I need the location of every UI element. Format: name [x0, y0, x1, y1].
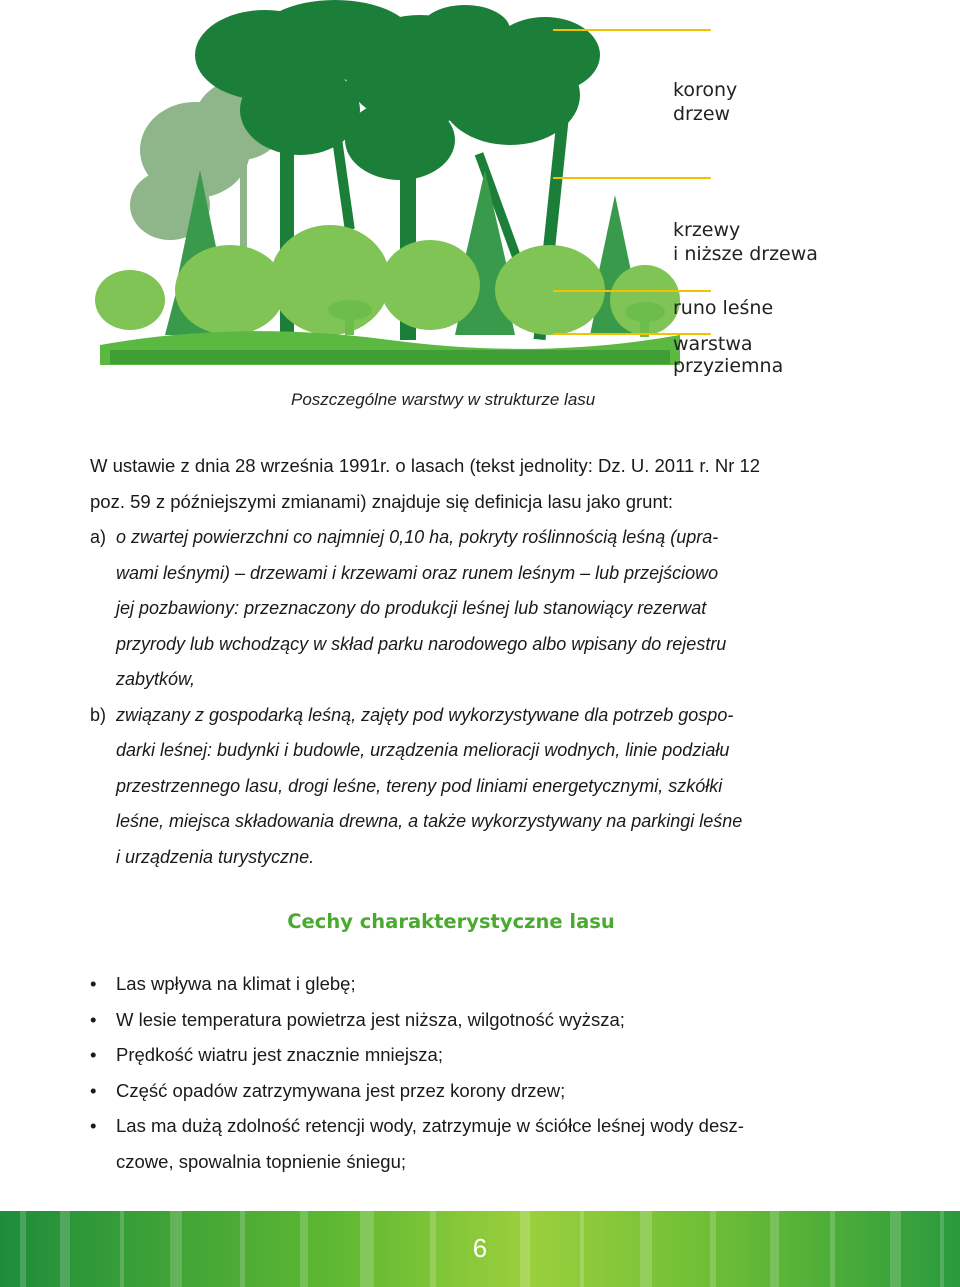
bullet-icon: •: [90, 1079, 97, 1101]
definition-item-b: b) związany z gospodarką leśną, zajęty pod wykorzystywane dla potrzeb gospo- darki leśnej: budynki i budowle, urządzenia melioracji wodnych, linie podziału przestrzennego lasu, drogi leśne, tereny pod liniami energetycznymi, szkółki leśne, miejsca składowania drewna, a także wykorzystywany na parkingi leśne i urządzenia turystyczne.: [90, 698, 815, 876]
item-marker: a): [90, 527, 107, 547]
forest-layers-illustration: [90, 0, 680, 380]
page-number: 6: [472, 1233, 488, 1263]
list-item: • Część opadów zatrzymywana jest przez korony drzew;: [90, 1073, 815, 1109]
bullet-icon: •: [90, 973, 97, 994]
layer-label-canopy: korony drzew: [673, 79, 738, 125]
list-item: • Las ma dużą zdolność retencji wody, zatrzymuje w ściółce leśnej wody desz- czowe, spowalnia topnienie śniegu;: [90, 1108, 815, 1179]
layer-divider-line: [553, 290, 711, 292]
layer-label-shrubs: krzewy i niższe drzewa: [673, 219, 818, 265]
intro-paragraph: [90, 448, 820, 520]
characteristics-list: [90, 966, 815, 1179]
layer-label-undergrowth: runo leśne: [673, 297, 774, 319]
figure-caption: Poszczególne warstwy w strukturze lasu: [291, 390, 596, 409]
item-marker: b): [90, 704, 107, 725]
intro-line: W ustawie z dnia 28 września 1991r. o lasach (tekst jednolity: Dz. U. 2011 r. Nr 12: [90, 455, 761, 476]
bullet-icon: •: [90, 1115, 97, 1136]
list-item: • W lesie temperatura powietrza jest niższa, wilgotność wyższa;: [90, 1002, 815, 1038]
definition-item-a: a) o zwartej powierzchni co najmniej 0,10 ha, pokryty roślinnością leśną (upra- wami leśnymi) – drzewami i krzewami oraz runem leśnym – lub przejściowo jej pozbawiony: przeznaczony do produkcji leśnej lub stanowiący rezerwat przyrody lub wchodzący w skład parku narodowego albo wpisany do rejestru zabytków,: [90, 520, 815, 698]
bullet-icon: •: [90, 1008, 97, 1030]
bullet-icon: •: [90, 1044, 97, 1065]
footer-band: [0, 1211, 960, 1287]
definition-list: [90, 520, 815, 875]
intro-line: poz. 59 z późniejszymi zmianami) znajduje się definicja lasu jako grunt:: [90, 491, 674, 512]
list-item: • Prędkość wiatru jest znacznie mniejsza;: [90, 1037, 815, 1073]
list-item: • Las wpływa na klimat i glebę;: [90, 966, 815, 1002]
layer-label-ground: warstwa przyziemna: [673, 333, 784, 377]
layer-divider-line: [553, 29, 711, 31]
section-title: Cechy charakterystyczne lasu: [287, 910, 615, 933]
layer-divider-line: [553, 177, 711, 179]
